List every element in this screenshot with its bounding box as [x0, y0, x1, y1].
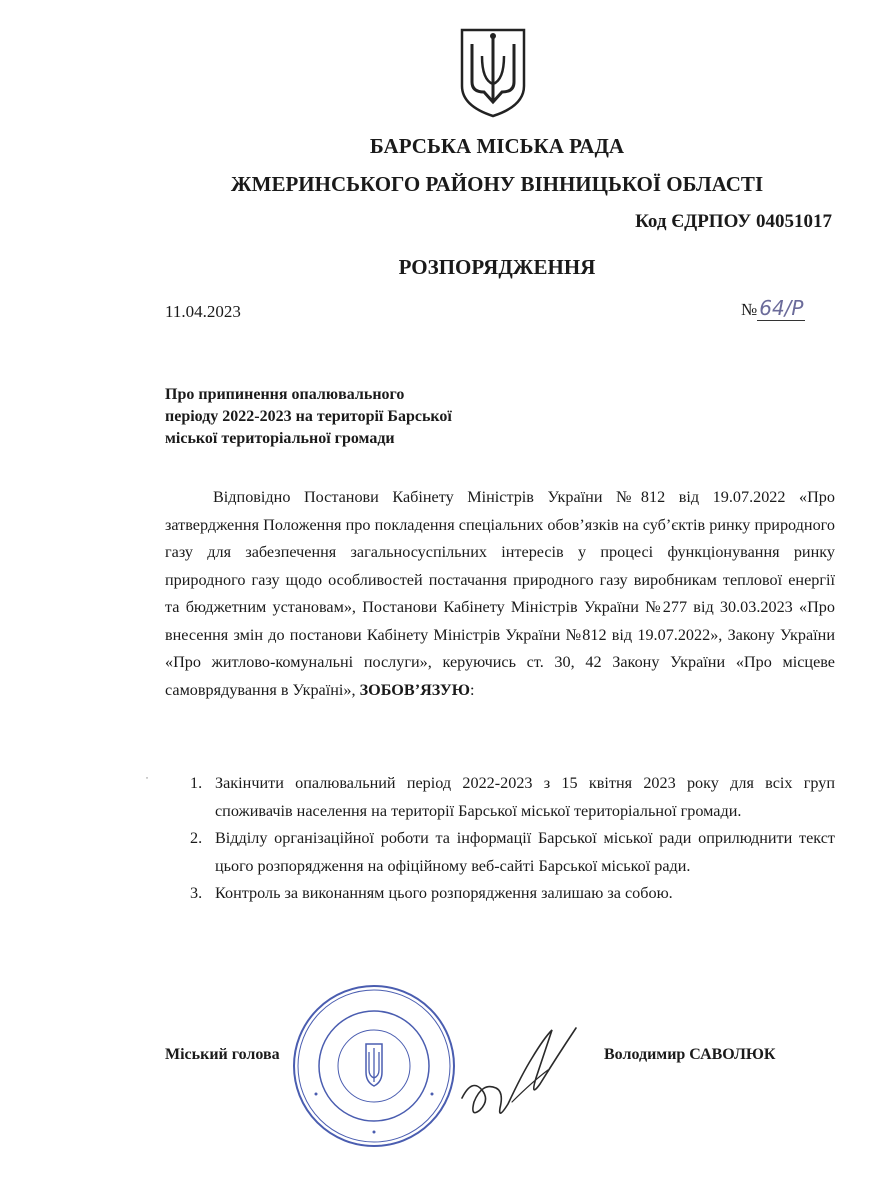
official-seal-stamp — [290, 982, 458, 1150]
item-text: Контроль за виконанням цього розпорядження залишаю за собою. — [215, 884, 673, 902]
handwritten-signature — [452, 1018, 592, 1138]
subject-line: Про припинення опалювального — [165, 386, 405, 403]
preamble-tail: : — [470, 680, 475, 699]
orders-list — [165, 770, 835, 908]
subject-line: періоду 2022-2023 на території Барської — [165, 408, 452, 425]
item-number: 3. — [190, 884, 203, 902]
subject-line: міської територіальної громади — [165, 430, 395, 447]
council-name: БАРСЬКА МІСЬКА РАДА — [369, 134, 625, 158]
preamble-paragraph — [165, 484, 835, 704]
preamble-text: Відповідно Постанови Кабінету Міністрів України №812 від 19.07.2022 «Про затвердження Положення про покладення спеціальних обов’язків на суб’єктів ринку природного газу для забезпечення загальносуспільних інтересів у процесі функціонування ринку природного газу щодо особливостей постачання природного газу виробникам теплової енергії та бюджетним установам», Постанови Кабінету Міністрів України №277 від 30.03.2023 «Про внесення змін до постанови Кабінету Міністрів України №812 від 19.07.2022», Закону України «Про житлово-комунальні послуги», керуючись ст. 30, 42 Закону України «Про місцеве самоврядування в Україні», — [165, 488, 835, 699]
signatory-position: Міський голова — [165, 1046, 280, 1063]
item-number: 1. — [190, 774, 203, 792]
edrpou-code: Код ЄДРПОУ 04051017 — [635, 211, 832, 232]
list-item — [165, 825, 835, 880]
document-subject — [165, 384, 585, 450]
list-item — [165, 880, 835, 908]
trident-coat-of-arms-icon — [458, 26, 528, 120]
number-prefix: № — [741, 300, 758, 319]
handwritten-number: 64/Р — [759, 296, 804, 320]
document-number — [741, 296, 805, 320]
document-type: РОЗПОРЯДЖЕННЯ — [398, 255, 596, 279]
document-date: 11.04.2023 — [165, 302, 241, 321]
item-text: Закінчити опалювальний період 2022-2023 з 15 квітня 2023 року для всіх груп споживачів населення на території Барської міської територіальної громади. — [215, 774, 835, 820]
item-text: Відділу організаційної роботи та інформації Барської міської ради оприлюднити текст цього розпорядження на офіційному веб-сайті Барської міської ради. — [215, 829, 835, 875]
list-item — [165, 770, 835, 825]
obligation-word: ЗОБОВ’ЯЗУЮ — [359, 680, 471, 699]
scan-speck: ˙ — [145, 774, 149, 788]
district-name: ЖМЕРИНСЬКОГО РАЙОНУ ВІННИЦЬКОЇ ОБЛАСТІ — [230, 172, 764, 196]
signatory-name: Володимир САВОЛЮК — [604, 1046, 776, 1063]
item-number: 2. — [190, 829, 203, 847]
